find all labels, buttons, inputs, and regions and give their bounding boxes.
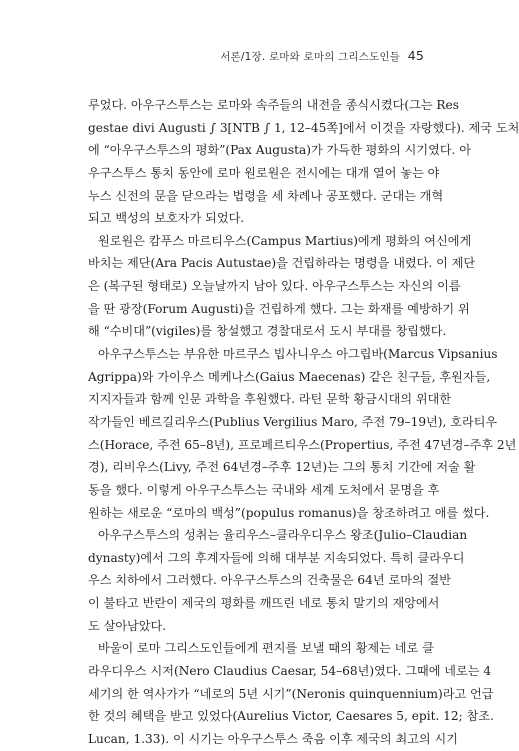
text-line: gestae divi Augusti ∫ 3[NTB ∫ 1, 12–45쪽]에서 이것을 자랑했다). 제국 도처 xyxy=(88,120,519,135)
text-line: 누스 신전의 문을 닫으라는 법령을 세 차례나 공포했다. 군대는 개혁 xyxy=(88,188,444,203)
text-line: 스(Horace, 주전 65–8년), 프로페르티우스(Propertius, 주전 47년경–주후 2년 xyxy=(88,437,517,452)
text-line: Lucan, 1.33). 이 시기는 아우구스투스 죽음 이후 제국의 최고의 시기 xyxy=(88,731,458,746)
running-title: 서론/1장. 로마와 로마의 그리스도인들 xyxy=(220,51,401,63)
text-line: 동을 했다. 이렇게 아우구스투스는 국내와 세계 도처에서 문명을 후 xyxy=(88,482,440,497)
text-line: 루었다. 아우구스투스는 로마와 속주들의 내전을 종식시켰다(그는 Res xyxy=(88,98,459,112)
running-header xyxy=(220,48,424,64)
text-line: 이 불타고 반란이 제국의 평화를 깨뜨린 네로 통치 말기의 재앙에서 xyxy=(88,596,440,611)
body-text xyxy=(88,94,519,751)
text-line: 을 딴 광장(Forum Augusti)을 건립하게 했다. 그는 화재를 예방하기 위 xyxy=(88,301,470,316)
text-line: 바치는 제단(Ara Pacis Autustae)을 건립하라는 명령을 내렸다. 이 제단 xyxy=(88,256,476,271)
text-line: 우구스투스 통치 동안에 로마 원로원은 전시에는 대개 열어 놓는 야 xyxy=(88,165,440,180)
text-line: 해 “수비대”(vigiles)를 창설했고 경찰대로서 도시 부대를 창립했다. xyxy=(88,324,447,339)
text-line: Agrippa)와 가이우스 메케나스(Gaius Maecenas) 같은 친구들, 후원자들, xyxy=(88,369,491,384)
text-line: 지지자들과 함께 인문 과학을 후원했다. 라틴 문학 황금시대의 위대한 xyxy=(88,392,452,407)
text-line: 세기의 한 역사가가 “네로의 5년 시기”(Neronis quinquennium)라고 언급 xyxy=(88,686,494,701)
text-line: 한 것의 혜택을 받고 있었다(Aurelius Victor, Caesares 5, epit. 12; 참조. xyxy=(88,709,494,724)
text-line: 원로원은 캄푸스 마르티우스(Campus Martius)에게 평화의 여신에게 xyxy=(98,233,472,248)
text-line: 되고 백성의 보호자가 되었다. xyxy=(88,211,245,226)
text-line: 도 살아남았다. xyxy=(88,618,167,633)
text-line: 에 “아우구스투스의 평화”(Pax Augusta)가 가득한 평화의 시기였다. 아 xyxy=(88,143,472,158)
text-line: 아우구스투스의 성취는 율리우스–클라우디우스 왕조(Julio–Claudian xyxy=(98,528,468,543)
text-line: 작가들인 베르길리우스(Publius Vergilius Maro, 주전 79–19년), 호라티우 xyxy=(88,414,498,429)
text-line: 라우디우스 시저(Nero Claudius Caesar, 54–68년)였다. 그때에 네로는 4 xyxy=(88,664,492,679)
text-line: 우스 치하에서 그러했다. 아우구스투스의 건축물은 64년 로마의 절반 xyxy=(88,573,451,588)
text-line: 은 (복구된 형태로) 오늘날까지 남아 있다. 아우구스투스는 자신의 이름 xyxy=(88,279,461,294)
text-line: 바울이 로마 그리스도인들에게 편지를 보낼 때의 황제는 네로 클 xyxy=(98,641,434,656)
page-number: 45 xyxy=(407,48,424,63)
text-line: 아우구스투스는 부유한 마르쿠스 빕사니우스 아그립바(Marcus Vipsanius xyxy=(98,347,498,362)
text-line: 경), 리비우스(Livy, 주전 64년경–주후 12년)는 그의 통치 기간에 저술 활 xyxy=(88,460,476,475)
text-line: dynasty)에서 그의 후계자들에 의해 대부분 지속되었다. 특히 클라우디 xyxy=(88,550,465,565)
text-line: 원하는 새로운 “로마의 백성”(populus romanus)을 창조하려고 애를 썼다. xyxy=(88,505,490,520)
